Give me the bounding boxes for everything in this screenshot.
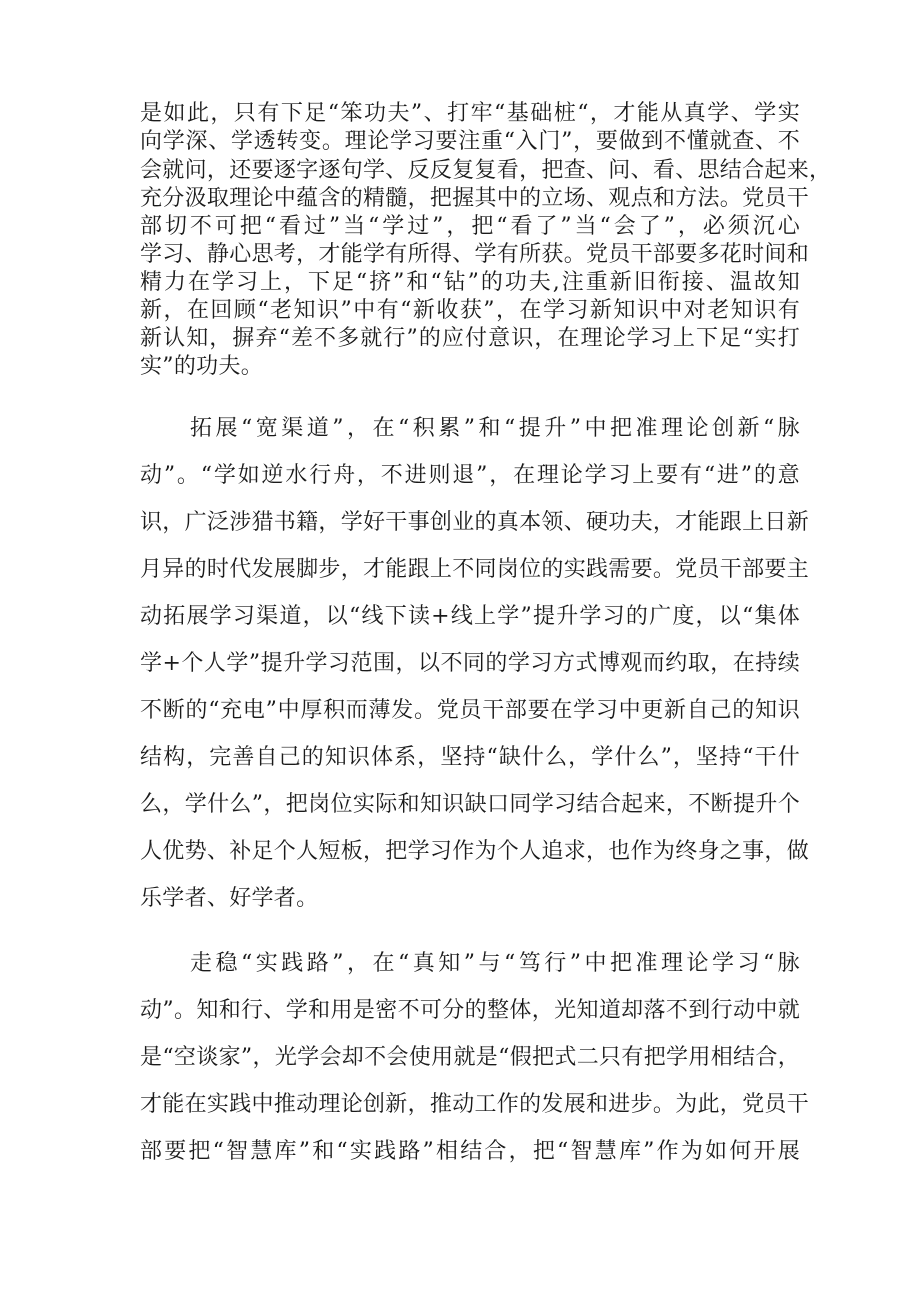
paragraph-line: 月异的时代发展脚步，才能跟上不同岗位的实践需要。党员干部要主 bbox=[140, 557, 810, 582]
paragraph-line: 是如此，只有下足“笨功夫”、打牢“基础桩“，才能从真学、学实 bbox=[140, 101, 800, 126]
paragraph-line: 向学深、学透转变。理论学习要注重“入门”，要做到不懂就查、不 bbox=[140, 129, 800, 154]
paragraph-line: 学习、静心思考，才能学有所得、学有所获。党员干部要多花时间和 bbox=[140, 242, 810, 267]
paragraph-line: 么，学什么”，把岗位实际和知识缺口同学习结合起来，不断提升个 bbox=[140, 792, 800, 817]
paragraph-line: 人优势、补足个人短板，把学习作为个人追求，也作为终身之事，做 bbox=[140, 839, 810, 864]
paragraph-line: 精力在学习上，下足“挤”和“钻”的功夫,注重新旧衔接、温故知 bbox=[140, 270, 800, 295]
paragraph-line: 会就问，还要逐字逐句学、反反复复看，把查、问、看、思结合起来， bbox=[140, 158, 832, 183]
paragraph-line: 实”的功夫。 bbox=[140, 354, 264, 379]
paragraph-line: 才能在实践中推动理论创新，推动工作的发展和进步。为此，党员干 bbox=[140, 1092, 810, 1117]
paragraph-line: 动”。“学如逆水行舟，不进则退”，在理论学习上要有“进”的意 bbox=[140, 463, 800, 488]
paragraph-line: 走稳“实践路”，在“真知”与“笃行”中把准理论学习“脉 bbox=[190, 951, 800, 976]
paragraph-line: 识，广泛涉猎书籍，学好干事创业的真本领、硬功夫，才能跟上日新 bbox=[140, 510, 810, 535]
paragraph-line: 动”。知和行、学和用是密不可分的整体，光知道却落不到行动中就 bbox=[140, 998, 800, 1023]
paragraph-line: 乐学者、好学者。 bbox=[140, 886, 319, 911]
paragraph-line: 学+个人学”提升学习范围，以不同的学习方式博观而约取，在持续 bbox=[140, 651, 800, 676]
paragraph-line: 动拓展学习渠道，以“线下读+线上学”提升学习的广度，以“集体 bbox=[140, 604, 800, 629]
paragraph-line: 新，在回顾“老知识”中有“新收获”，在学习新知识中对老知识有 bbox=[140, 298, 800, 323]
paragraph-line: 拓展“宽渠道”，在“积累”和“提升”中把准理论创新“脉 bbox=[190, 416, 800, 441]
paragraph-line: 结构，完善自己的知识体系，坚持“缺什么，学什么”，坚持“干什 bbox=[140, 745, 800, 770]
paragraph-line: 新认知，摒弃“差不多就行”的应付意识，在理论学习上下足“实打 bbox=[140, 326, 800, 351]
paragraph-line: 部切不可把“看过”当“学过”，把“看了”当“会了”，必须沉心 bbox=[140, 214, 800, 239]
paragraph-line: 是“空谈家”，光学会却不会使用就是“假把式二只有把学用相结合， bbox=[140, 1045, 800, 1070]
paragraph-line: 部要把“智慧库”和“实践路”相结合，把“智慧库”作为如何开展 bbox=[140, 1139, 800, 1164]
paragraph-line: 不断的“充电”中厚积而薄发。党员干部要在学习中更新自己的知识 bbox=[140, 698, 800, 723]
paragraph-line: 充分汲取理论中蕴含的精髓，把握其中的立场、观点和方法。党员干 bbox=[140, 186, 810, 211]
